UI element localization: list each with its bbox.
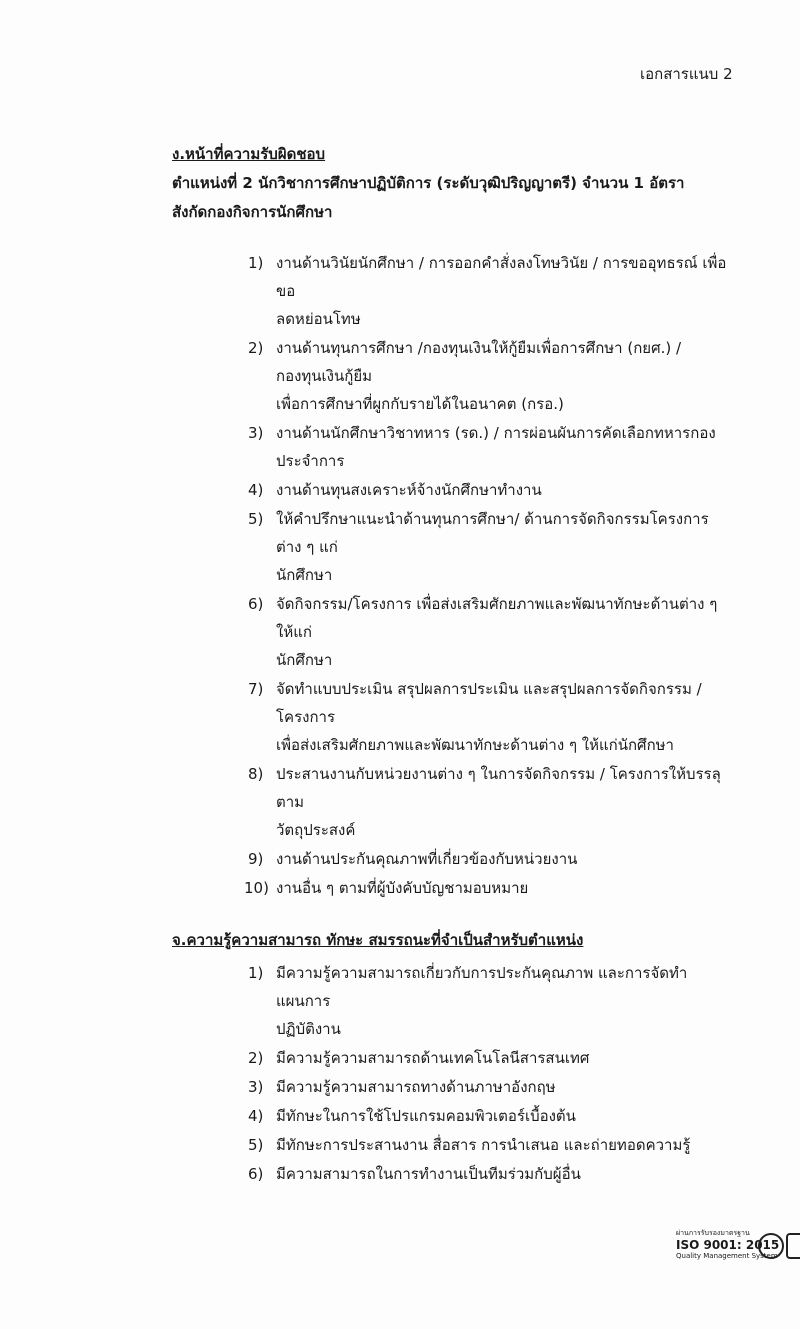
list-item — [248, 845, 728, 873]
item-text: มีความรู้ความสามารถด้านเทคโนโลนีสารสนเทศ — [276, 1049, 590, 1067]
list-item — [248, 1131, 728, 1159]
item-number: 4) — [248, 481, 264, 499]
item-text: มีทักษะในการใช้โปรแกรมคอมพิวเตอร์เบื้องต้น — [276, 1107, 576, 1125]
item-text: ประสานงานกับหน่วยงานต่าง ๆ ในการจัดกิจกรรม / โครงการให้บรรลุตาม วัตถุประสงค์ — [276, 765, 721, 839]
list-item — [248, 476, 728, 504]
list-item — [248, 760, 728, 844]
item-text: งานด้านทุนการศึกษา /กองทุนเงินให้กู้ยืมเพื่อการศึกษา (กยศ.) / กองทุนเงินกู้ยืม เพื่อการศึกษาที่ผูกกับรายได้ในอนาคต (กรอ.) — [276, 339, 682, 413]
item-text: มีความรู้ความสามารถทางด้านภาษาอังกฤษ — [276, 1078, 556, 1096]
item-text: งานด้านประกันคุณภาพที่เกี่ยวข้องกับหน่วยงาน — [276, 850, 578, 868]
item-text: จัดทำแบบประเมิน สรุปผลการประเมิน และสรุปผลการจัดกิจกรรม /โครงการ เพื่อส่งเสริมศักยภาพและพัฒนาทักษะด้านต่าง ๆ ให้แก่นักศึกษา — [276, 680, 702, 754]
list-item — [248, 505, 728, 589]
list-item — [248, 590, 728, 674]
iso-line-1: ผ่านการรับรองมาตรฐาน — [676, 1229, 750, 1237]
item-text: งานด้านวินัยนักศึกษา / การออกคำสั่งลงโทษวินัย / การขออุทธรณ์ เพื่อขอ ลดหย่อนโทษ — [276, 254, 727, 328]
certification-logo-icon — [758, 1233, 784, 1259]
item-text: งานด้านทุนสงเคราะห์จ้างนักศึกษาทำงาน — [276, 481, 542, 499]
item-text: มีทักษะการประสานงาน สื่อสาร การนำเสนอ และถ่ายทอดความรู้ — [276, 1136, 691, 1154]
item-number: 8) — [248, 765, 264, 783]
list-item — [248, 1102, 728, 1130]
competencies-list — [248, 959, 728, 1188]
list-item — [248, 419, 728, 475]
duties-list — [244, 249, 728, 902]
item-number: 2) — [248, 339, 264, 357]
item-number: 1) — [248, 254, 264, 272]
item-number: 1) — [248, 964, 264, 982]
item-number: 10) — [244, 879, 269, 897]
list-item — [248, 334, 728, 418]
item-number: 6) — [248, 1165, 264, 1183]
item-text: งานด้านนักศึกษาวิชาทหาร (รด.) / การผ่อนผันการคัดเลือกทหารกองประจำการ — [276, 424, 716, 470]
section-e-heading: จ.ความรู้ความสามารถ ทักษะ สมรรถนะที่จำเป็นสำหรับตำแหน่ง — [172, 931, 584, 949]
item-number: 7) — [248, 680, 264, 698]
list-item — [248, 1044, 728, 1072]
item-number: 3) — [248, 424, 264, 442]
list-item — [248, 675, 728, 759]
item-text: ให้คำปรึกษาแนะนำด้านทุนการศึกษา/ ด้านการจัดกิจกรรมโครงการต่าง ๆ แก่ นักศึกษา — [276, 510, 709, 584]
item-number: 9) — [248, 850, 264, 868]
item-number: 3) — [248, 1078, 264, 1096]
list-item — [248, 1160, 728, 1188]
item-number: 5) — [248, 1136, 264, 1154]
item-number: 5) — [248, 510, 264, 528]
attachment-label: เอกสารแนบ 2 — [640, 65, 733, 83]
list-item — [248, 959, 728, 1043]
item-text: มีความสามารถในการทำงานเป็นทีมร่วมกับผู้อื่น — [276, 1165, 581, 1183]
iso-line-2: ISO 9001: 2015 — [676, 1238, 780, 1252]
iso-line-3: Quality Management System — [676, 1252, 778, 1260]
list-item — [248, 249, 728, 333]
unit-line: สังกัดกองกิจการนักศึกษา — [172, 203, 333, 221]
item-text: จัดกิจกรรม/โครงการ เพื่อส่งเสริมศักยภาพและพัฒนาทักษะด้านต่าง ๆ ให้แก่ นักศึกษา — [276, 595, 718, 669]
item-number: 2) — [248, 1049, 264, 1067]
ukas-logo-icon — [786, 1233, 800, 1259]
list-item — [244, 874, 728, 902]
item-text: งานอื่น ๆ ตามที่ผู้บังคับบัญชามอบหมาย — [276, 879, 529, 897]
section-d-heading: ง.หน้าที่ความรับผิดชอบ — [172, 145, 326, 163]
item-text: มีความรู้ความสามารถเกี่ยวกับการประกันคุณภาพ และการจัดทำแผนการ ปฏิบัติงาน — [276, 964, 688, 1038]
position-line: ตำแหน่งที่ 2 นักวิชาการศึกษาปฏิบัติการ (ระดับวุฒิปริญญาตรี) จำนวน 1 อัตรา — [172, 174, 685, 192]
item-number: 6) — [248, 595, 264, 613]
list-item — [248, 1073, 728, 1101]
item-number: 4) — [248, 1107, 264, 1125]
